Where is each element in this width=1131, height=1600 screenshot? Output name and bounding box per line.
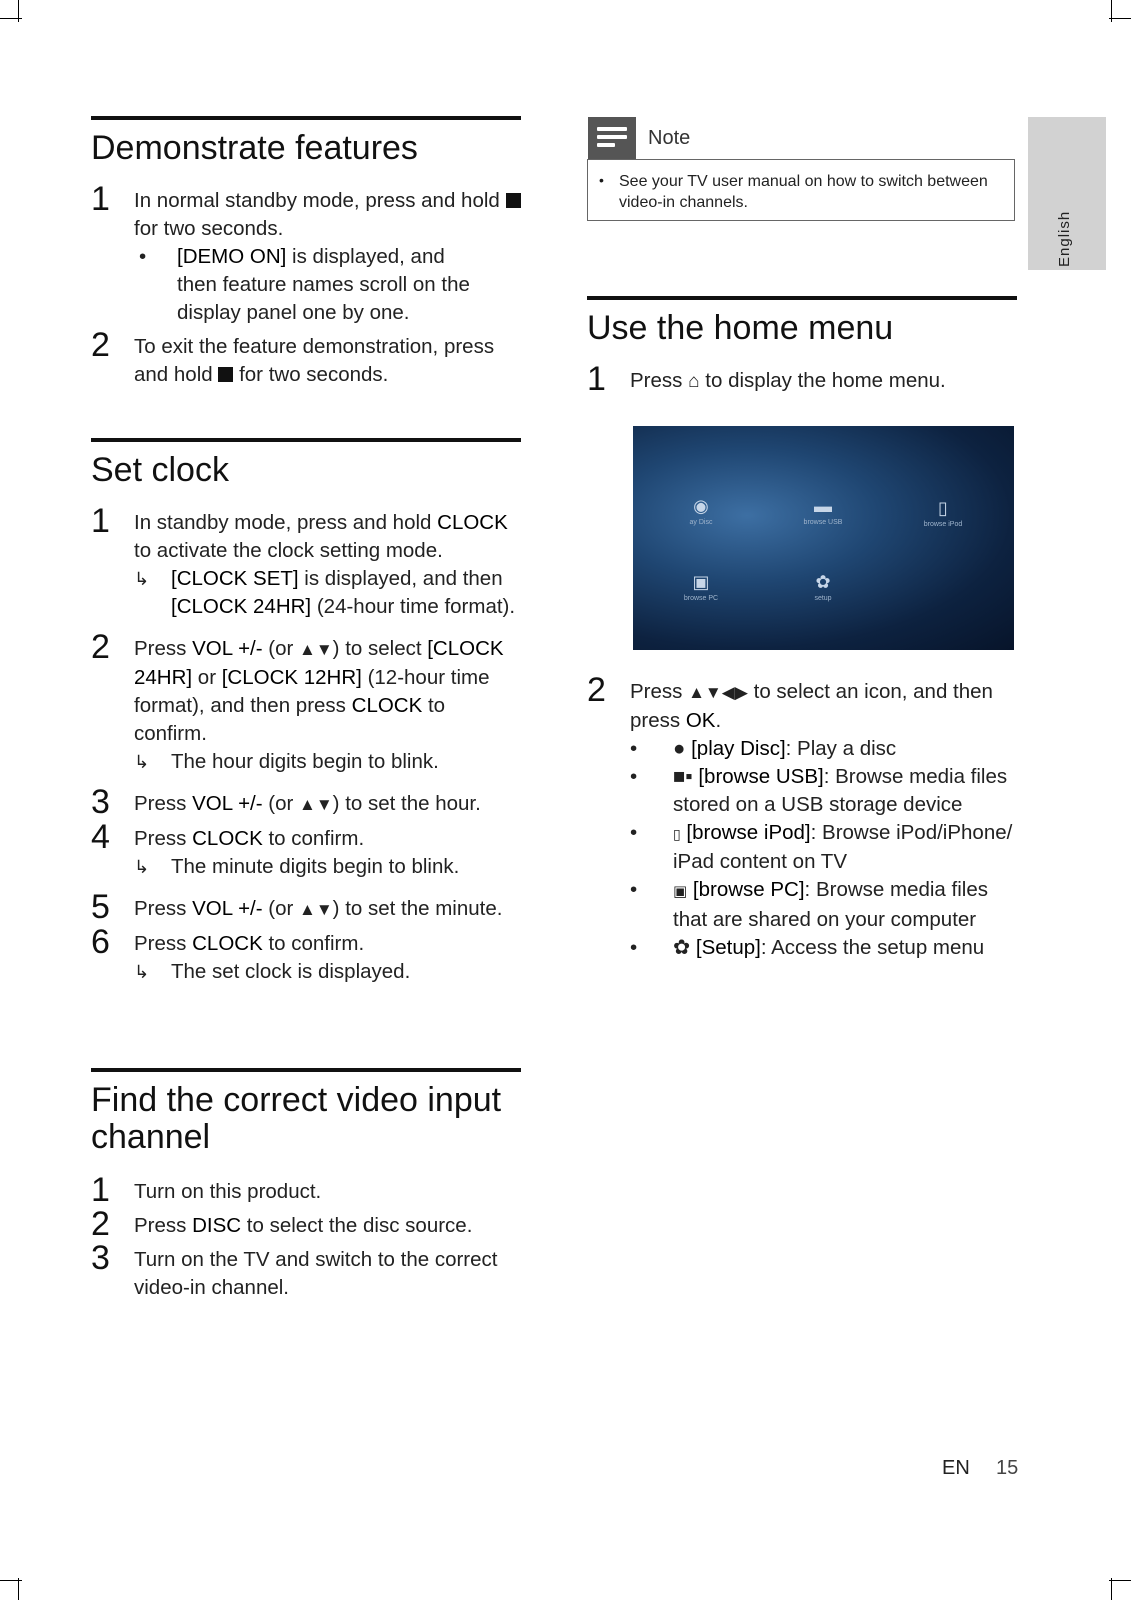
step-number: 1 bbox=[91, 180, 110, 218]
step-5: 5 Press VOL +/- (or ▲▼) to set the minute. bbox=[91, 888, 503, 926]
section-rule bbox=[91, 438, 521, 442]
step-number: 1 bbox=[91, 1171, 110, 1209]
page-number: 15 bbox=[996, 1457, 1019, 1479]
bullet: • bbox=[630, 737, 638, 760]
note-box bbox=[587, 159, 1015, 221]
crop-mark bbox=[1109, 1580, 1131, 1581]
language-tab bbox=[1028, 117, 1106, 270]
usb-icon: ■▪ bbox=[673, 765, 693, 788]
right-column bbox=[587, 296, 1017, 396]
section-rule bbox=[91, 1068, 521, 1072]
step-2: 2 Press VOL +/- (or ▲▼) to select [CLOCK 24HR] or [CLOCK 12HR] (12-hour time format), and then press CLOCK to confirm. bbox=[91, 628, 504, 745]
section-rule bbox=[587, 296, 1017, 300]
step-2-result: ↳ The hour digits begin to blink. bbox=[134, 748, 521, 776]
section-demonstrate-features bbox=[91, 116, 521, 389]
crop-mark bbox=[1111, 1578, 1112, 1600]
menu-item-play-disc: • ● [play Disc]: Play a disc bbox=[630, 735, 1017, 763]
menu-item-browse-ipod: • ▯ [browse iPod]: Browse iPod/iPhone/ iPad content on TV bbox=[630, 821, 1013, 873]
crop-mark bbox=[1109, 18, 1131, 19]
gear-icon: ✿ bbox=[673, 936, 691, 959]
left-column bbox=[91, 116, 521, 1299]
step-number: 5 bbox=[91, 888, 110, 926]
home-menu-screenshot bbox=[633, 426, 1014, 650]
step-4-result: ↳ The minute digits begin to blink. bbox=[134, 853, 521, 881]
result-arrow-icon: ↳ bbox=[134, 569, 150, 589]
bullet: • bbox=[630, 878, 638, 901]
right-column-lower bbox=[587, 671, 1017, 962]
section-title: Demonstrate features bbox=[91, 129, 418, 167]
section-title: Use the home menu bbox=[587, 309, 894, 347]
result-arrow-icon: ↳ bbox=[134, 962, 150, 982]
step-1: 1 Press ⌂ to display the home menu. bbox=[587, 360, 946, 398]
step-2: 2 To exit the feature demonstration, press and hold for two seconds. bbox=[91, 326, 495, 386]
up-down-arrows-icon: ▲▼ bbox=[299, 640, 333, 659]
pc-icon: ▣ bbox=[673, 883, 688, 900]
step-3: 3 Press VOL +/- (or ▲▼) to set the hour. bbox=[91, 783, 481, 821]
note-icon bbox=[588, 117, 636, 159]
menu-item-setup: • ✿ [Setup]: Access the setup menu bbox=[630, 934, 1017, 962]
section-video-input bbox=[91, 1068, 521, 1302]
step-1: 1 In normal standby mode, press and hold for two seconds. bbox=[91, 187, 521, 243]
disc-icon: ● bbox=[673, 737, 686, 760]
section-title: Set clock bbox=[91, 451, 229, 489]
result-arrow-icon: ↳ bbox=[134, 857, 150, 877]
browse-pc-icon: ▣ browse PC bbox=[683, 572, 719, 602]
step-number: 3 bbox=[91, 1239, 110, 1277]
step-number: 1 bbox=[587, 360, 606, 398]
step-number: 2 bbox=[91, 628, 110, 666]
up-down-arrows-icon: ▲▼ bbox=[299, 900, 333, 919]
step-2: 2 Press ▲▼◀▶ to select an icon, and then press OK. bbox=[587, 671, 993, 732]
browse-ipod-icon: ▯ browse iPod bbox=[923, 498, 963, 528]
footer-lang: EN bbox=[942, 1457, 970, 1479]
step-number: 4 bbox=[91, 818, 110, 856]
step-number: 2 bbox=[91, 326, 110, 364]
stop-icon bbox=[218, 367, 233, 382]
crop-mark bbox=[18, 1578, 19, 1600]
bullet: • bbox=[599, 172, 604, 188]
step-number: 2 bbox=[587, 671, 606, 709]
step-1-result: ↳ [CLOCK SET] is displayed, and then [CLOCK 24HR] (24-hour time format). bbox=[134, 567, 516, 618]
section-home-menu bbox=[587, 296, 1017, 396]
home-icon: ⌂ bbox=[688, 371, 700, 392]
bullet: • bbox=[139, 245, 147, 268]
step-number: 6 bbox=[91, 923, 110, 961]
step-6: 6 Press CLOCK to confirm. bbox=[91, 923, 365, 961]
step-2: 2 Press DISC to select the disc source. bbox=[91, 1205, 473, 1243]
step-4: 4 Press CLOCK to confirm. bbox=[91, 818, 365, 856]
result-arrow-icon: ↳ bbox=[134, 752, 150, 772]
setup-icon: ✿ setup bbox=[814, 572, 832, 602]
step-number: 1 bbox=[91, 502, 110, 540]
step-6-result: ↳ The set clock is displayed. bbox=[134, 958, 521, 986]
step-1-bullet: • [DEMO ON] is displayed, and then feature names scroll on the display panel one by one. bbox=[139, 245, 470, 324]
step-3: 3 Turn on the TV and switch to the correct video-in channel. bbox=[91, 1239, 498, 1299]
step-1: 1 In standby mode, press and hold CLOCK to activate the clock setting mode. bbox=[91, 502, 508, 562]
menu-item-browse-pc: • ▣ [browse PC]: Browse media files that are shared on your computer bbox=[630, 878, 988, 931]
step-number: 3 bbox=[91, 783, 110, 821]
crop-mark bbox=[18, 0, 19, 22]
note-text: See your TV user manual on how to switch between video-in channels. bbox=[619, 173, 988, 211]
menu-item-browse-usb: • ■▪ [browse USB]: Browse media files stored on a USB storage device bbox=[630, 765, 1008, 816]
bullet: • bbox=[630, 765, 638, 788]
navigation-arrows-icon: ▲▼◀▶ bbox=[688, 683, 748, 702]
language-label: English bbox=[1056, 210, 1073, 267]
up-down-arrows-icon: ▲▼ bbox=[299, 795, 333, 814]
section-title: Find the correct video input channel bbox=[91, 1081, 502, 1156]
stop-icon bbox=[506, 193, 521, 208]
section-rule bbox=[91, 116, 521, 120]
ipod-icon: ▯ bbox=[673, 826, 681, 842]
browse-usb-icon: ▬ browse USB bbox=[803, 496, 843, 526]
note-label: Note bbox=[648, 127, 691, 149]
play-disc-icon: ◉ ay Disc bbox=[689, 496, 713, 526]
step-1: 1 Turn on this product. bbox=[91, 1171, 322, 1209]
crop-mark bbox=[1111, 0, 1112, 22]
step-number: 2 bbox=[91, 1205, 110, 1243]
bullet: • bbox=[630, 821, 638, 844]
bullet: • bbox=[630, 936, 638, 959]
section-set-clock bbox=[91, 438, 521, 986]
